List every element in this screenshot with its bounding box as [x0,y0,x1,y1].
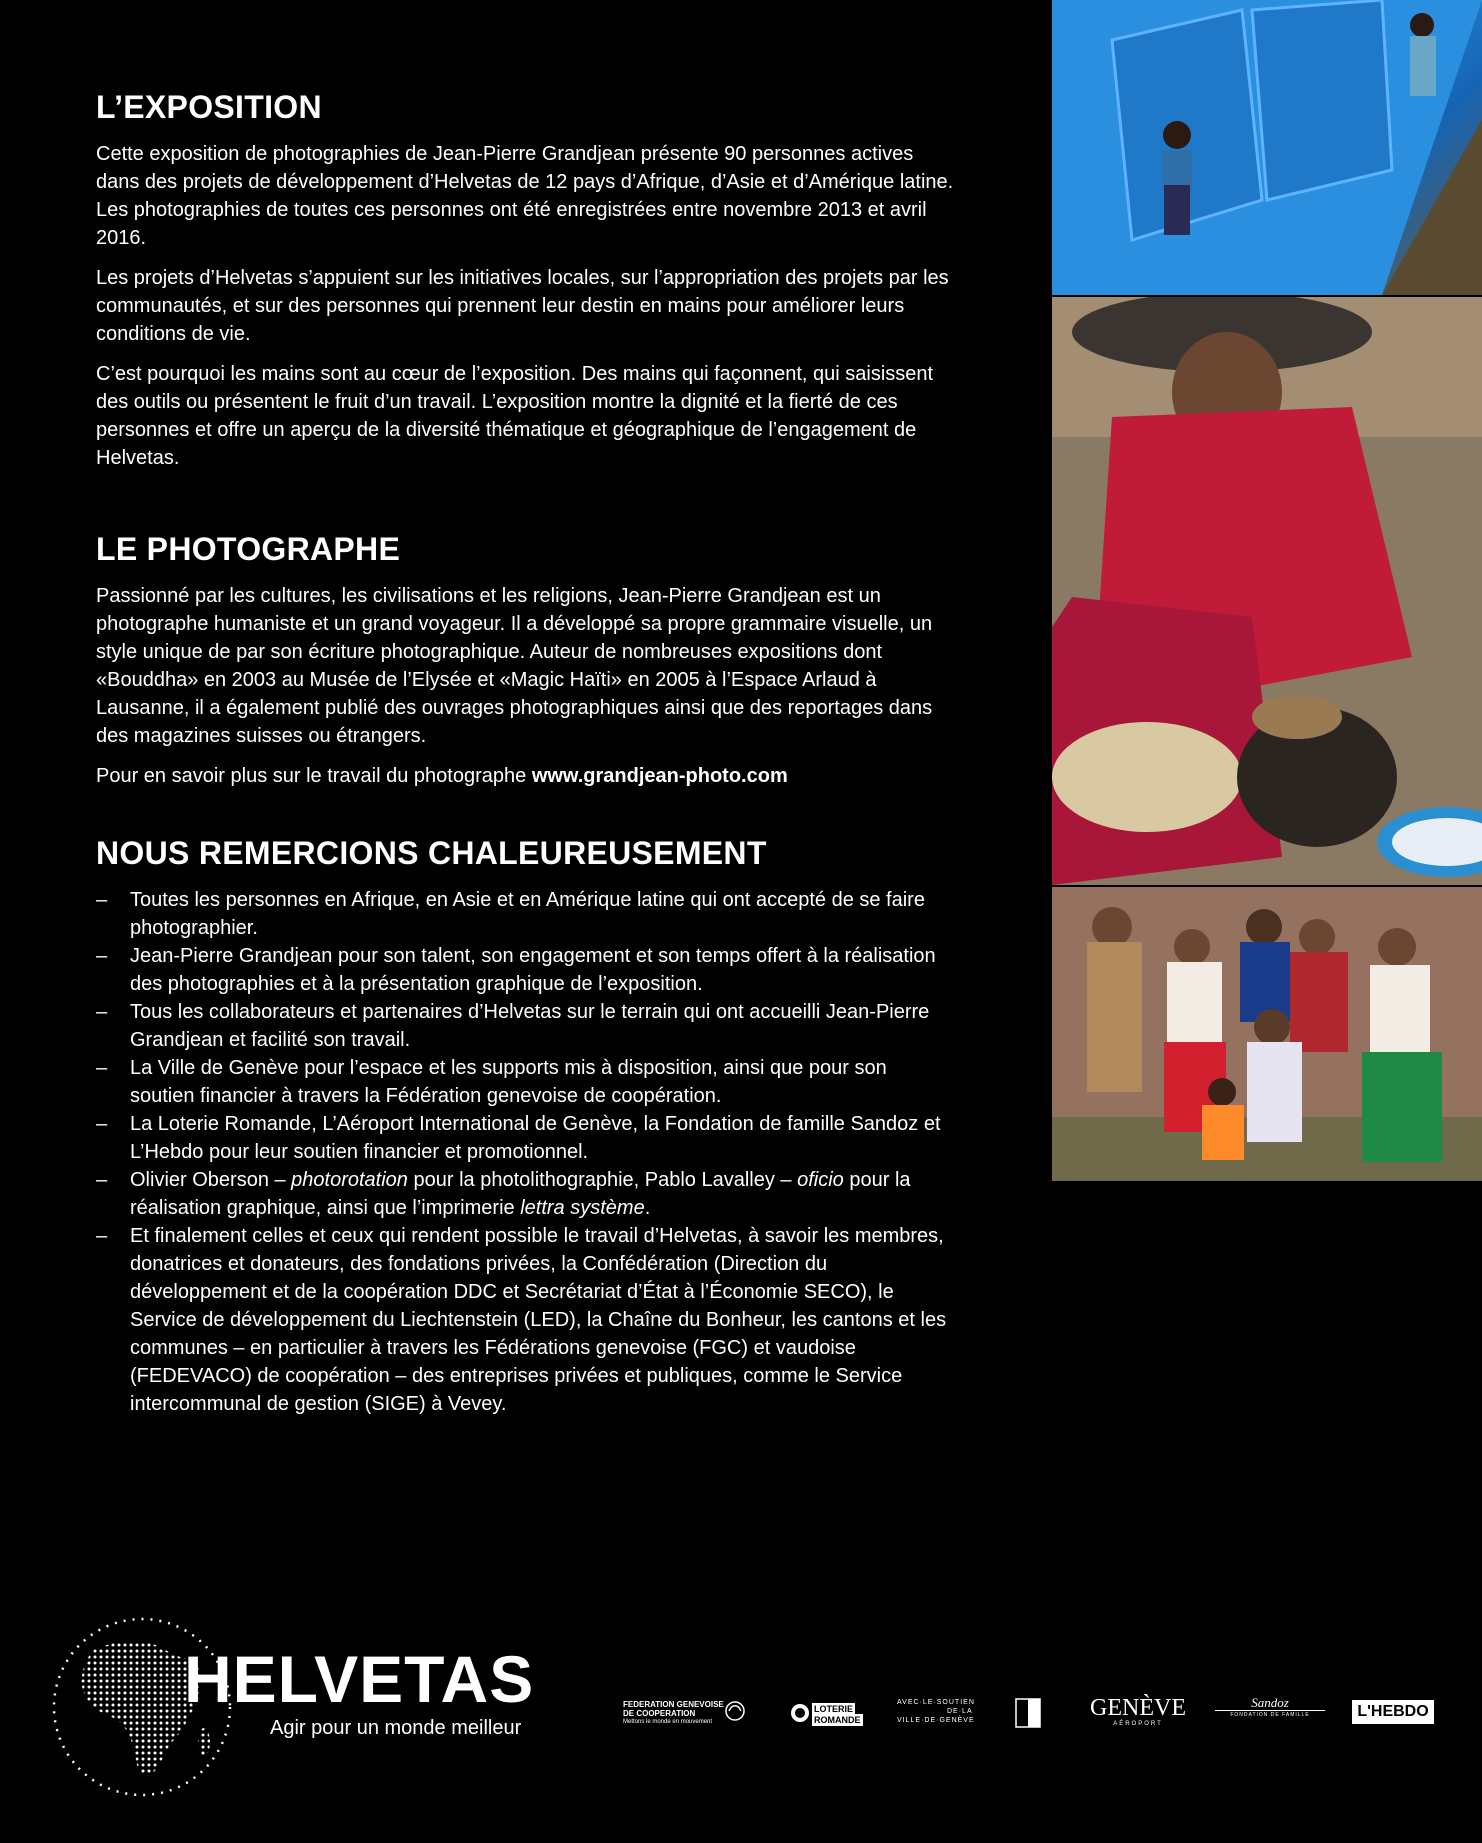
list-item-text: La Ville de Genève pour l’espace et les supports mis à disposition, ainsi que pour son soutien financier à travers la Fédération genevoise de coopération. [130,1057,887,1107]
section-remerciements [96,834,956,1418]
list-item-text: Tous les collaborateurs et partenaires d’Helvetas sur le terrain qui ont accueilli Jean-Pierre Grandjean et facilité son travail. [130,1001,930,1051]
ville-line1: AVEC·LE·SOUTIEN [897,1699,975,1706]
main-text-column [96,88,956,1458]
photographe-paragraph: Passionné par les cultures, les civilisations et les religions, Jean-Pierre Grandjean est un photographe humaniste et un grand voyageur. Il a développé sa propre grammaire visuelle, un style unique de par son écriture photographique. Auteur de nombreuses expositions dont «Bouddha» en 2003 au Musée de l’Elysée et «Magic Haïti» en 2005 à l’Espace Arlaud à Lausanne, il a également publié des ouvrages photographiques ainsi que des reportages dans des magazines suisses ou étrangers. [96,585,933,747]
list-dash: – [96,1001,108,1023]
exposition-paragraph: C’est pourquoi les mains sont au cœur de l’exposition. Des mains qui façonnent, qui saisissent des outils ou présentent le fruit d’un travail. L’exposition montre la dignité et la fierté de ces personnes et offre un aperçu de la diversité thématique et géographique de l’engagement de Helvetas. [96,363,934,469]
photographe-more-text: Pour en savoir plus sur le travail du photographe [96,765,532,787]
sandoz-logo [1215,1696,1325,1719]
list-item [96,1222,956,1418]
fgc-swirl-icon [723,1700,747,1722]
geneve-crest-icon [1015,1698,1041,1728]
list-item-text: Et finalement celles et ceux qui rendent possible le travail d’Helvetas, à savoir les membres, donatrices et donateurs, des fondations privées, la Confédération (Direction du développement et de la coopération DDC et Secrétariat d’État à l’Économie SECO), le Service de développement du Liechtenstein (LED), la Chaîne du Bonheur, les cantons et les communes – en particulier à travers les Fédérations genevoise (FGC) et vaudoise (FEDEVACO) de coopération – des entreprises privées et publiques, comme le Service intercommunal de gestion (SIGE) à Vevey. [130,1225,947,1415]
photographe-title: LE PHOTOGRAPHE [96,531,401,567]
photo-family-group [1052,887,1482,1181]
fgc-logo [623,1700,751,1726]
sandoz-sub: FONDATION DE FAMILLE [1215,1710,1325,1719]
list-dash: – [96,1225,108,1247]
ville-line2: DE·LA [947,1708,973,1715]
photo-girls-blue-doors [1052,0,1482,295]
credit-text: pour la réalisation graphique, ainsi que l’imprimerie [130,1169,911,1219]
list-dash: – [96,889,108,911]
ville-line3: VILLE·DE·GENÈVE [897,1717,975,1724]
photo-girls-illustration [1052,0,1482,295]
thanks-list [96,886,956,1418]
credit-company: photorotation [291,1169,408,1191]
geneve-aeroport-name: GENÈVE [1090,1695,1186,1721]
credit-text: . [644,1197,651,1219]
photo-family-illustration [1052,887,1482,1181]
list-item-text: Jean-Pierre Grandjean pour son talent, son engagement et son temps offert à la réalisation des photographies et à la présentation graphique de l’exposition. [130,945,936,995]
list-item-text: Toutes les personnes en Afrique, en Asie et en Amérique latine qui ont accepté de se faire photographier. [130,889,925,939]
fgc-line1: FEDERATION GENEVOISE [623,1700,724,1709]
fgc-line2: DE COOPERATION [623,1709,696,1718]
exposition-title: L’EXPOSITION [96,89,322,125]
partner-logos [0,1690,1482,1730]
remerciements-title: NOUS REMERCIONS CHALEUREUSEMENT [96,835,767,871]
fgc-line3: Mettons le monde en mouvement [623,1719,713,1725]
photo-woman-cooking [1052,297,1482,885]
list-item [96,1054,956,1110]
loterie-line2: ROMANDE [814,1715,861,1725]
list-item [96,998,956,1054]
hebdo-logo: L'HEBDO [1352,1700,1434,1724]
list-item-text: La Loterie Romande, L’Aéroport International de Genève, la Fondation de famille Sandoz et L’Hebdo pour leur soutien financier et promotionnel. [130,1113,941,1163]
helvetas-tagline: Agir pour un monde meilleur [270,1717,522,1739]
list-item [96,1166,956,1222]
list-dash: – [96,945,108,967]
credit-text: Olivier Oberson – [130,1169,292,1191]
section-photographe [96,530,956,790]
loterie-circle-icon [790,1702,810,1724]
sandoz-name: Sandoz [1251,1695,1289,1710]
list-dash: – [96,1169,108,1191]
photo-woman-illustration [1052,297,1482,885]
credit-text: pour la photolithographie, Pablo Lavalley – [407,1169,798,1191]
list-item [96,886,956,942]
loterie-romande-logo [790,1700,860,1726]
list-dash: – [96,1113,108,1135]
credit-company: oficio [797,1169,844,1191]
ville-geneve-logo [897,1698,1047,1725]
photographe-more [96,762,956,790]
list-item [96,942,956,998]
photographe-website-link[interactable]: www.grandjean-photo.com [531,765,788,787]
credit-company: lettra système [520,1197,645,1219]
exposition-paragraph: Cette exposition de photographies de Jean-Pierre Grandjean présente 90 personnes actives dans des projets de développement d’Helvetas de 12 pays d’Afrique, d’Asie et d’Amérique latine. Les photographies de toutes ces personnes ont été enregistrées entre novembre 2013 et avril 2016. [96,143,954,249]
helvetas-brand-name: HELVETAS [184,1642,535,1716]
geneve-aeroport-sub: AÉROPORT [1113,1721,1163,1727]
list-item [96,1110,956,1166]
section-exposition [96,88,956,472]
geneve-aeroport-logo [1088,1696,1188,1728]
list-dash: – [96,1057,108,1079]
loterie-line1: LOTERIE [814,1704,854,1714]
exposition-paragraph: Les projets d’Helvetas s’appuient sur les initiatives locales, sur l’appropriation des projets par les communautés, et sur des personnes qui prennent leur destin en mains pour améliorer leurs conditions de vie. [96,267,949,345]
